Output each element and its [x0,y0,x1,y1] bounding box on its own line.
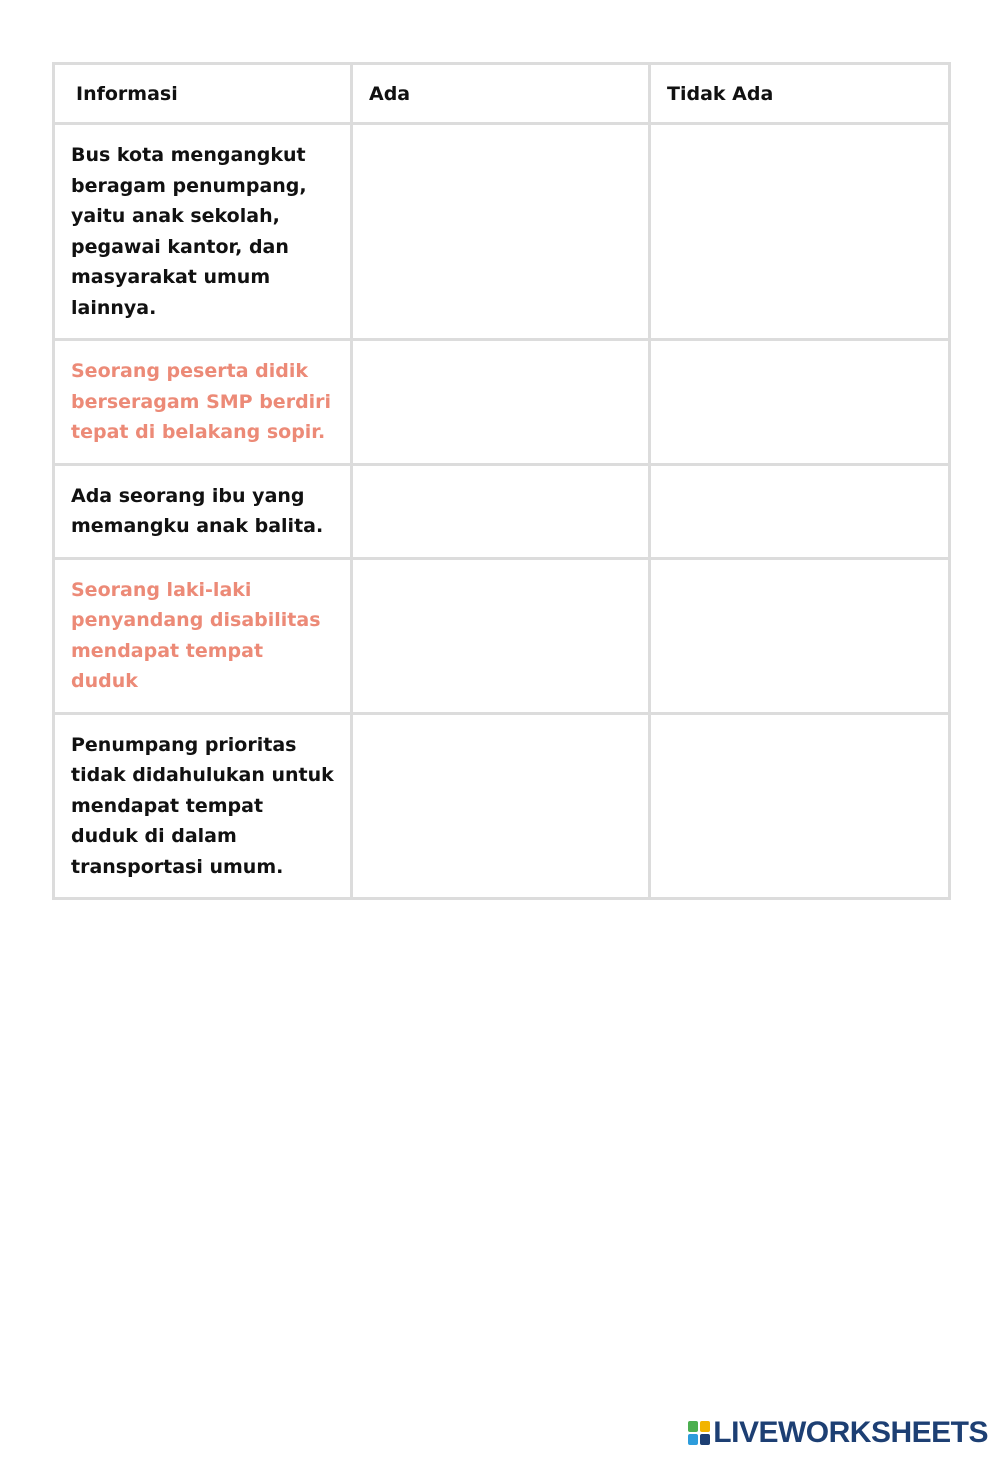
ada-drop-zone[interactable] [352,713,650,899]
header-informasi-label: Informasi [76,82,178,105]
tidak-ada-drop-zone[interactable] [650,713,950,899]
worksheet-table [52,62,951,900]
tidak-ada-drop-zone[interactable] [650,340,950,465]
header-tidak-ada-label: Tidak Ada [667,82,774,105]
info-cell [54,558,352,713]
table-row [54,464,950,558]
info-text: Bus kota mengangkut beragam penumpang, yaitu anak sekolah, pegawai kantor, dan masyarakat umum lainnya. [71,144,307,319]
info-cell [54,124,352,340]
table-row [54,558,950,713]
header-tidak-ada [650,64,950,124]
info-cell [54,464,352,558]
info-cell [54,340,352,465]
tidak-ada-drop-zone[interactable] [650,124,950,340]
info-cell [54,713,352,899]
info-text: Seorang laki-laki penyandang disabilitas mendapat tempat duduk [71,578,321,692]
ada-drop-zone[interactable] [352,464,650,558]
header-informasi [54,64,352,124]
table-row [54,124,950,340]
table-row [54,340,950,465]
table-header-row [54,64,950,124]
info-text: Seorang peserta didik berseragam SMP berdiri tepat di belakang sopir. [71,360,332,443]
ada-drop-zone[interactable] [352,124,650,340]
liveworksheets-wordmark: LIVEWORKSHEETS [713,1416,988,1449]
liveworksheets-logo-icon [687,1420,711,1446]
info-text: Ada seorang ibu yang memangku anak balita. [71,484,324,537]
ada-drop-zone[interactable] [352,558,650,713]
table-row [54,713,950,899]
tidak-ada-drop-zone[interactable] [650,558,950,713]
header-ada-label: Ada [369,82,411,105]
info-text: Penumpang prioritas tidak didahulukan untuk mendapat tempat duduk di dalam transportasi umum. [71,733,334,878]
ada-drop-zone[interactable] [352,340,650,465]
tidak-ada-drop-zone[interactable] [650,464,950,558]
header-ada [352,64,650,124]
liveworksheets-logo [687,1415,988,1451]
